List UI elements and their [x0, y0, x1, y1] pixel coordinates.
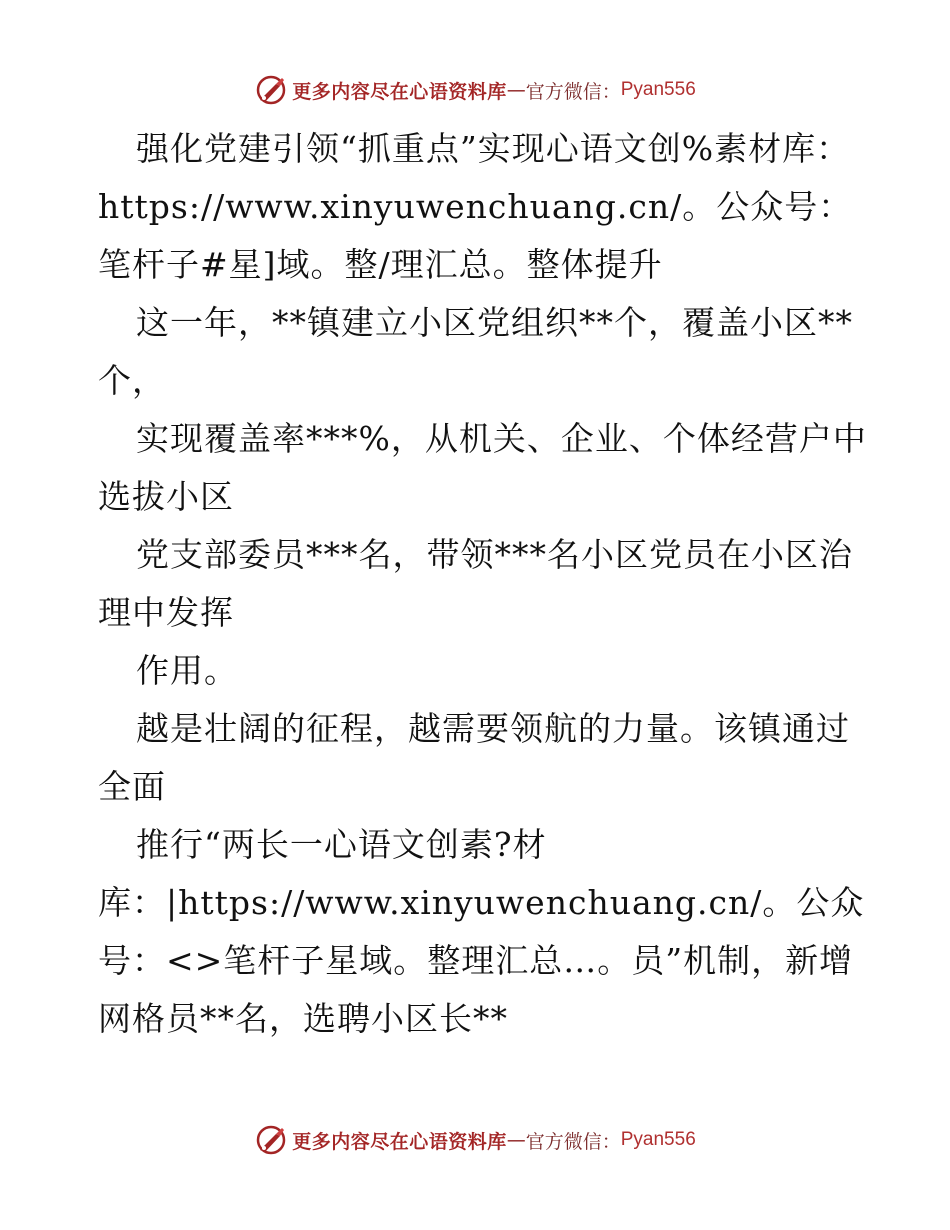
- paragraph-5: 作用。: [136, 651, 238, 690]
- watermark-separator: —: [506, 79, 526, 101]
- paragraph-1: 强化党建引领“抓重点”实现心语文创%素材库：https://www.xinyuwenchuang.cn/。公众号：笔杆子#星]域。整/理汇总。整体提升: [98, 129, 853, 284]
- footer-watermark: [0, 1120, 950, 1160]
- pen-logo-icon: [254, 73, 288, 107]
- watermark-separator: —: [506, 1129, 526, 1151]
- paragraph-2: 这一年，**镇建立小区党组织**个，覆盖小区**个，: [98, 303, 853, 400]
- paragraph-6: 越是壮阔的征程，越需要领航的力量。该镇通过全面: [98, 709, 850, 806]
- pen-logo-icon: [254, 1123, 288, 1157]
- watermark-text: 更多内容尽在心语资料库: [292, 80, 507, 103]
- wechat-label: 官方微信：: [525, 80, 621, 103]
- paragraph-3: 实现覆盖率***%，从机关、企业、个体经营户中选拔小区: [98, 419, 867, 516]
- wechat-label: 官方微信：: [525, 1130, 621, 1153]
- wechat-id: Pyan556: [620, 79, 696, 100]
- header-watermark: [0, 70, 950, 110]
- paragraph-7: 推行“两长一心语文创素?材库：|https://www.xinyuwenchuang.cn/。公众号：<>笔杆子星域。整理汇总…。员”机制，新增网格员**名，选聘小区长**: [98, 825, 865, 1038]
- paragraph-4: 党支部委员***名，带领***名小区党员在小区治理中发挥: [98, 535, 853, 632]
- wechat-id: Pyan556: [620, 1129, 696, 1150]
- document-body: [98, 120, 868, 1048]
- watermark-text: 更多内容尽在心语资料库: [292, 1130, 507, 1153]
